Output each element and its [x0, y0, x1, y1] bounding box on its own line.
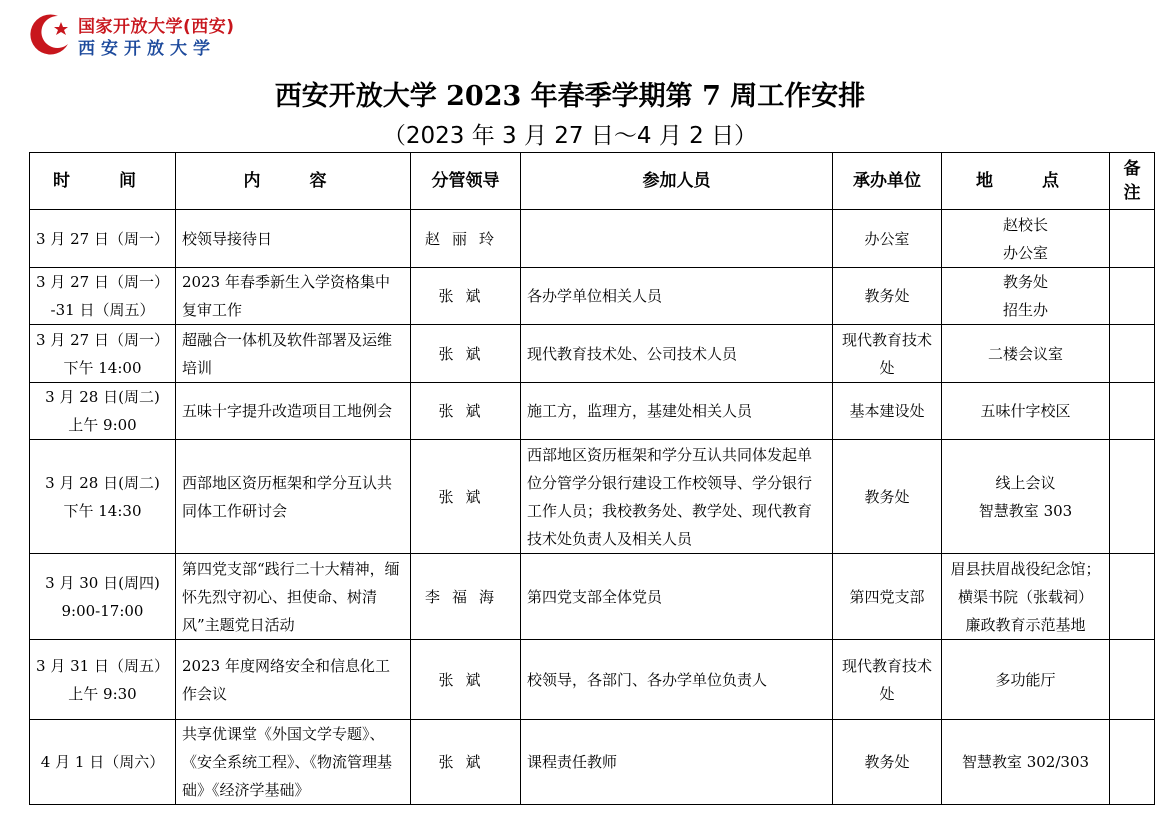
cell-notes [1110, 268, 1155, 325]
cell-notes [1110, 640, 1155, 720]
cell-time [30, 383, 176, 440]
cell-location [942, 383, 1110, 440]
page-title: 西安开放大学 2023 年春季学期第 7 周工作安排 [274, 81, 866, 112]
university-logo [28, 10, 258, 60]
header-notes: 备注 [1110, 153, 1155, 210]
university-emblem-icon [28, 12, 74, 58]
cell-content: 五味十字提升改造项目工地例会 [176, 383, 411, 440]
cell-leader: 张斌 [411, 640, 521, 720]
cell-leader: 张斌 [411, 383, 521, 440]
cell-leader: 赵丽玲 [411, 210, 521, 268]
table-row [30, 720, 1155, 805]
cell-participants: 第四党支部全体党员 [521, 554, 833, 640]
cell-leader: 张斌 [411, 325, 521, 383]
cell-time [30, 640, 176, 720]
cell-notes [1110, 383, 1155, 440]
cell-location-line: 五味什字校区 [980, 402, 1071, 420]
cell-location-line: 办公室 [1002, 243, 1048, 262]
cell-time-line: 3 月 27 日（周一） [36, 330, 169, 349]
cell-time [30, 325, 176, 383]
cell-content: 校领导接待日 [176, 210, 411, 268]
cell-organizer: 教务处 [833, 268, 942, 325]
cell-location-line: 智慧教室 303 [978, 501, 1073, 520]
cell-organizer: 教务处 [833, 440, 942, 554]
cell-time-line: 下午 14:30 [63, 501, 142, 520]
schedule-body [30, 210, 1155, 805]
cell-time [30, 720, 176, 805]
cell-time [30, 268, 176, 325]
cell-location [942, 210, 1110, 268]
table-row [30, 440, 1155, 554]
cell-time-line: -31 日（周五） [50, 301, 155, 319]
cell-organizer: 教务处 [833, 720, 942, 805]
cell-organizer: 基本建设处 [833, 383, 942, 440]
cell-location-line: 赵校长 [1002, 215, 1048, 234]
table-row [30, 554, 1155, 640]
cell-time-line: 3 月 28 日(周二) [45, 473, 160, 492]
cell-location-line: 多功能厅 [995, 670, 1056, 689]
cell-leader: 张斌 [411, 440, 521, 554]
logo-name-cn: 国家开放大学(西安) [78, 17, 235, 37]
cell-location [942, 268, 1110, 325]
cell-organizer: 第四党支部 [833, 554, 942, 640]
cell-notes [1110, 325, 1155, 383]
cell-participants: 课程责任教师 [521, 720, 833, 805]
table-header-row [30, 153, 1155, 210]
cell-time-line: 上午 9:00 [68, 416, 137, 434]
cell-location-line: 线上会议 [995, 473, 1056, 492]
cell-location [942, 554, 1110, 640]
cell-participants [521, 210, 833, 268]
cell-participants: 校领导，各部门、各办学单位负责人 [521, 640, 833, 720]
cell-organizer: 办公室 [833, 210, 942, 268]
cell-organizer: 现代教育技术处 [833, 640, 942, 720]
cell-time [30, 440, 176, 554]
cell-time-line: 3 月 27 日（周一） [36, 229, 169, 248]
cell-time [30, 210, 176, 268]
cell-participants: 施工方，监理方，基建处相关人员 [521, 383, 833, 440]
cell-location [942, 720, 1110, 805]
cell-leader: 张斌 [411, 720, 521, 805]
cell-content: 2023 年度网络安全和信息化工作会议 [176, 640, 411, 720]
cell-time-line: 3 月 28 日(周二) [45, 388, 160, 406]
cell-participants: 各办学单位相关人员 [521, 268, 833, 325]
cell-location-line: 教务处 [1002, 273, 1048, 291]
cell-time-line: 3 月 27 日（周一） [36, 273, 169, 291]
header-organizer: 承办单位 [833, 153, 942, 210]
cell-time-line: 4 月 1 日（周六） [40, 753, 165, 771]
cell-location [942, 440, 1110, 554]
cell-leader: 张斌 [411, 268, 521, 325]
cell-time-line: 上午 9:30 [68, 684, 137, 703]
cell-time-line: 3 月 30 日(周四) [45, 573, 160, 592]
cell-location-line: 横渠书院（张载祠） [957, 587, 1093, 606]
cell-time-line: 9:00-17:00 [61, 601, 144, 620]
cell-content: 第四党支部“践行二十大精神，缅怀先烈守初心、担使命、树清风”主题党日活动 [176, 554, 411, 640]
header-time: 时 间 [30, 153, 176, 210]
cell-notes [1110, 210, 1155, 268]
cell-content: 共享优课堂《外国文学专题》、《安全系统工程》、《物流管理基础》《经济学基础》 [176, 720, 411, 805]
page-subtitle: （2023 年 3 月 27 日～4 月 2 日） [382, 123, 758, 149]
cell-participants: 现代教育技术处、公司技术人员 [521, 325, 833, 383]
header-content: 内 容 [176, 153, 411, 210]
cell-content: 2023 年春季新生入学资格集中复审工作 [176, 268, 411, 325]
cell-time-line: 3 月 31 日（周五） [36, 656, 169, 675]
cell-time-line: 下午 14:00 [63, 358, 142, 377]
cell-notes [1110, 720, 1155, 805]
logo-name-sub: 西安开放大学 [78, 39, 216, 59]
table-row [30, 325, 1155, 383]
cell-location-line: 廉政教育示范基地 [965, 615, 1086, 634]
cell-location-line: 眉县扶眉战役纪念馆； [950, 559, 1101, 578]
schedule-table [29, 152, 1155, 805]
header-participants: 参加人员 [521, 153, 833, 210]
cell-location [942, 325, 1110, 383]
cell-content: 西部地区资历框架和学分互认共同体工作研讨会 [176, 440, 411, 554]
table-row [30, 268, 1155, 325]
cell-organizer: 现代教育技术处 [833, 325, 942, 383]
header-leader: 分管领导 [411, 153, 521, 210]
cell-location-line: 智慧教室 302/303 [961, 753, 1090, 771]
table-row [30, 640, 1155, 720]
cell-participants: 西部地区资历框架和学分互认共同体发起单位分管学分银行建设工作校领导、学分银行工作人员；我校教务处、教学处、现代教育技术处负责人及相关人员 [521, 440, 833, 554]
cell-notes [1110, 440, 1155, 554]
cell-content: 超融合一体机及软件部署及运维培训 [176, 325, 411, 383]
cell-time [30, 554, 176, 640]
table-row [30, 383, 1155, 440]
table-row [30, 210, 1155, 268]
cell-location-line: 二楼会议室 [987, 344, 1063, 363]
cell-notes [1110, 554, 1155, 640]
cell-location-line: 招生办 [1002, 301, 1048, 319]
cell-location [942, 640, 1110, 720]
cell-leader: 李福海 [411, 554, 521, 640]
header-location: 地 点 [942, 153, 1110, 210]
